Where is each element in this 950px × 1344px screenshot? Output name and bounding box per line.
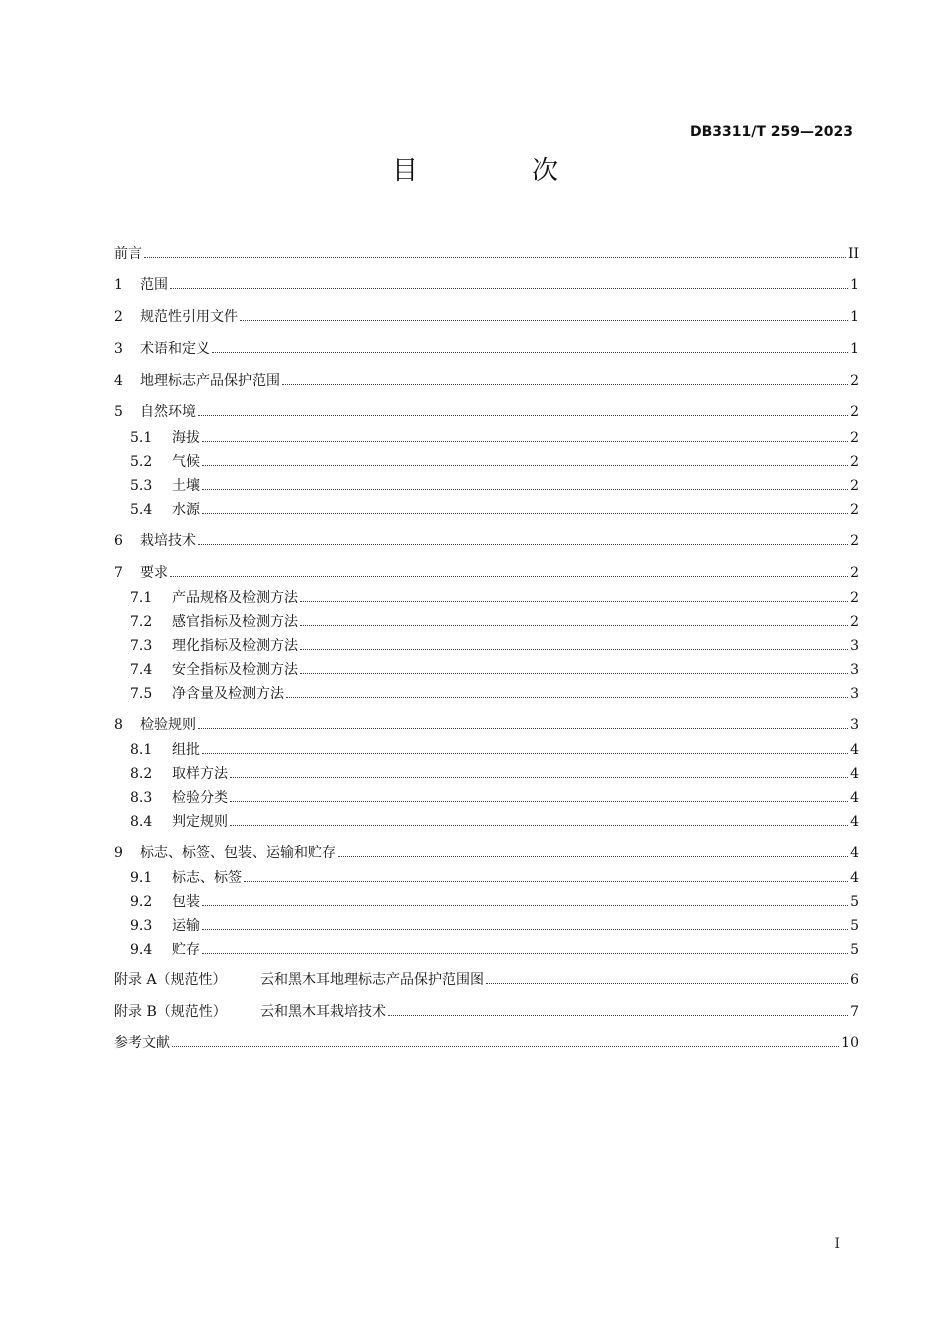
toc-dot-leader	[230, 824, 848, 826]
toc-dot-leader	[286, 696, 848, 698]
toc-entry-page: 5	[850, 918, 859, 934]
toc-entry[interactable]	[114, 563, 859, 583]
toc-entry-page: 4	[850, 766, 859, 782]
toc-entry[interactable]	[114, 428, 859, 448]
toc-entry-number: 8.1	[130, 742, 153, 758]
toc-entry-label: 理化指标及检测方法	[172, 638, 298, 654]
toc-entry-label: 检验分类	[172, 790, 228, 806]
toc-entry-label: 术语和定义	[140, 341, 210, 357]
toc-entry-label: 栽培技术	[140, 533, 196, 549]
toc-entry-label: 海拔	[172, 430, 200, 446]
toc-entry[interactable]	[114, 452, 859, 472]
toc-entry[interactable]	[114, 636, 859, 656]
toc-entry-page: 5	[850, 942, 859, 958]
toc-entry[interactable]	[114, 892, 859, 912]
toc-dot-leader	[198, 727, 848, 729]
toc-entry-page: 2	[850, 565, 859, 581]
toc-entry[interactable]	[114, 1033, 859, 1053]
toc-entry-page: 4	[850, 742, 859, 758]
toc-entry-label: 运输	[172, 918, 200, 934]
toc-entry[interactable]	[114, 970, 859, 990]
toc-entry-label: 检验规则	[140, 717, 196, 733]
toc-entry-label: 规范性引用文件	[140, 309, 238, 325]
toc-dot-leader	[170, 575, 848, 577]
toc-dot-leader	[144, 256, 846, 258]
toc-entry[interactable]	[114, 244, 859, 264]
toc-entry-number: 2	[114, 309, 123, 325]
toc-entry-number: 9.1	[130, 870, 153, 886]
toc-entry-label: 标志、标签、包装、运输和贮存	[140, 845, 336, 861]
toc-entry-label: 安全指标及检测方法	[172, 662, 298, 678]
toc-entry-page: 2	[850, 533, 859, 549]
toc-entry-page: 10	[841, 1035, 859, 1051]
toc-entry-number: 1	[114, 277, 123, 293]
toc-dot-leader	[230, 776, 848, 778]
toc-entry-label: 前言	[114, 246, 142, 262]
toc-entry[interactable]	[114, 660, 859, 680]
toc-entry-label: 标志、标签	[172, 870, 242, 886]
toc-entry[interactable]	[114, 275, 859, 295]
toc-entry-label: 云和黑木耳地理标志产品保护范围图	[260, 972, 484, 988]
toc-dot-leader	[202, 440, 848, 442]
toc-entry-number: 5	[114, 404, 123, 420]
footer-page-number: I	[834, 1236, 840, 1252]
toc-entry-label: 产品规格及检测方法	[172, 590, 298, 606]
toc-entry[interactable]	[114, 684, 859, 704]
toc-entry-page: 2	[850, 430, 859, 446]
toc-entry[interactable]	[114, 940, 859, 960]
toc-entry-label: 组批	[172, 742, 200, 758]
toc-entry-page: 5	[850, 894, 859, 910]
toc-entry-page: 3	[850, 686, 859, 702]
toc-entry[interactable]	[114, 588, 859, 608]
toc-entry-number: 4	[114, 373, 123, 389]
toc-entry-number: 7	[114, 565, 123, 581]
toc-entry-number: 7.3	[130, 638, 153, 654]
toc-entry-number: 7.5	[130, 686, 153, 702]
toc-entry[interactable]	[114, 788, 859, 808]
toc-entry-number: 5.4	[130, 502, 153, 518]
toc-entry-label: 判定规则	[172, 814, 228, 830]
toc-dot-leader	[198, 543, 848, 545]
toc-entry-number: 6	[114, 533, 123, 549]
toc-entry[interactable]	[114, 868, 859, 888]
toc-entry-page: 2	[850, 502, 859, 518]
toc-entry-page: II	[847, 246, 859, 262]
toc-entry-label: 要求	[140, 565, 168, 581]
toc-entry-label: 土壤	[172, 478, 200, 494]
toc-entry-page: 3	[850, 638, 859, 654]
toc-entry-number: 7.4	[130, 662, 153, 678]
toc-entry-label: 地理标志产品保护范围	[140, 373, 280, 389]
toc-entry-page: 2	[850, 404, 859, 420]
toc-entry[interactable]	[114, 402, 859, 422]
toc-entry[interactable]	[114, 916, 859, 936]
toc-entry-page: 2	[850, 373, 859, 389]
toc-entry-label: 自然环境	[140, 404, 196, 420]
toc-entry-label: 取样方法	[172, 766, 228, 782]
toc-dot-leader	[300, 672, 848, 674]
page-title: 目 次	[391, 156, 602, 186]
toc-entry-page: 3	[850, 717, 859, 733]
toc-entry[interactable]	[114, 476, 859, 496]
toc-entry-label: 净含量及检测方法	[172, 686, 284, 702]
toc-entry[interactable]	[114, 740, 859, 760]
toc-entry-number: 3	[114, 341, 123, 357]
toc-entry[interactable]	[114, 307, 859, 327]
toc-dot-leader	[300, 600, 848, 602]
toc-entry-number: 9	[114, 845, 123, 861]
toc-entry[interactable]	[114, 1002, 859, 1022]
toc-dot-leader	[230, 800, 848, 802]
toc-dot-leader	[240, 319, 848, 321]
toc-entry-page: 2	[850, 478, 859, 494]
toc-entry-number: 9.2	[130, 894, 153, 910]
toc-entry-label: 参考文献	[114, 1035, 170, 1051]
toc-entry[interactable]	[114, 339, 859, 359]
toc-dot-leader	[202, 928, 848, 930]
toc-entry-page: 4	[850, 870, 859, 886]
toc-dot-leader	[282, 383, 848, 385]
toc-dot-leader	[202, 904, 848, 906]
toc-entry-page: 7	[850, 1004, 859, 1020]
toc-entry-number: 7.1	[130, 590, 153, 606]
toc-entry-number: 9.3	[130, 918, 153, 934]
toc-entry-page: 2	[850, 590, 859, 606]
toc-entry-label: 水源	[172, 502, 200, 518]
toc-entry-number: 5.2	[130, 454, 153, 470]
toc-entry-number: 5.1	[130, 430, 153, 446]
toc-entry[interactable]	[114, 843, 859, 863]
toc-entry-page: 4	[850, 845, 859, 861]
toc-entry-page: 4	[850, 814, 859, 830]
toc-entry-label: 气候	[172, 454, 200, 470]
toc-entry-page: 1	[850, 341, 859, 357]
toc-entry-label: 贮存	[172, 942, 200, 958]
toc-dot-leader	[338, 855, 848, 857]
toc-dot-leader	[244, 880, 848, 882]
toc-entry-number: 8.4	[130, 814, 153, 830]
toc-entry-label: 包装	[172, 894, 200, 910]
toc-dot-leader	[202, 752, 848, 754]
toc-entry-number: 5.3	[130, 478, 153, 494]
toc-dot-leader	[300, 648, 848, 650]
toc-entry-page: 2	[850, 454, 859, 470]
toc-dot-leader	[202, 488, 848, 490]
toc-entry-label: 范围	[140, 277, 168, 293]
toc-entry-number: 7.2	[130, 614, 153, 630]
toc-entry-number: 9.4	[130, 942, 153, 958]
toc-entry[interactable]	[114, 371, 859, 391]
toc-dot-leader	[170, 287, 848, 289]
toc-entry-page: 4	[850, 790, 859, 806]
toc-dot-leader	[202, 512, 848, 514]
toc-entry[interactable]	[114, 531, 859, 551]
toc-dot-leader	[388, 1014, 848, 1016]
document-code: DB3311/T 259—2023	[690, 124, 853, 140]
toc-entry-number: 8.3	[130, 790, 153, 806]
toc-entry-page: 2	[850, 614, 859, 630]
toc-entry[interactable]	[114, 612, 859, 632]
toc-dot-leader	[212, 351, 848, 353]
toc-entry[interactable]	[114, 764, 859, 784]
toc-entry-label: 云和黑木耳栽培技术	[260, 1004, 386, 1020]
toc-dot-leader	[172, 1045, 839, 1047]
toc-dot-leader	[202, 952, 848, 954]
toc-entry-number: 8.2	[130, 766, 153, 782]
toc-entry-number: 附录 B（规范性）	[114, 1004, 227, 1020]
toc-dot-leader	[202, 464, 848, 466]
toc-dot-leader	[300, 624, 848, 626]
toc-entry-label: 感官指标及检测方法	[172, 614, 298, 630]
toc-entry-page: 3	[850, 662, 859, 678]
toc-entry-number: 附录 A（规范性）	[114, 972, 227, 988]
toc-dot-leader	[486, 982, 848, 984]
toc-entry-page: 1	[850, 309, 859, 325]
toc-dot-leader	[198, 414, 848, 416]
toc-entry-page: 1	[850, 277, 859, 293]
toc-entry[interactable]	[114, 500, 859, 520]
toc-entry[interactable]	[114, 715, 859, 735]
toc-entry-number: 8	[114, 717, 123, 733]
toc-entry[interactable]	[114, 812, 859, 832]
toc-entry-page: 6	[850, 972, 859, 988]
